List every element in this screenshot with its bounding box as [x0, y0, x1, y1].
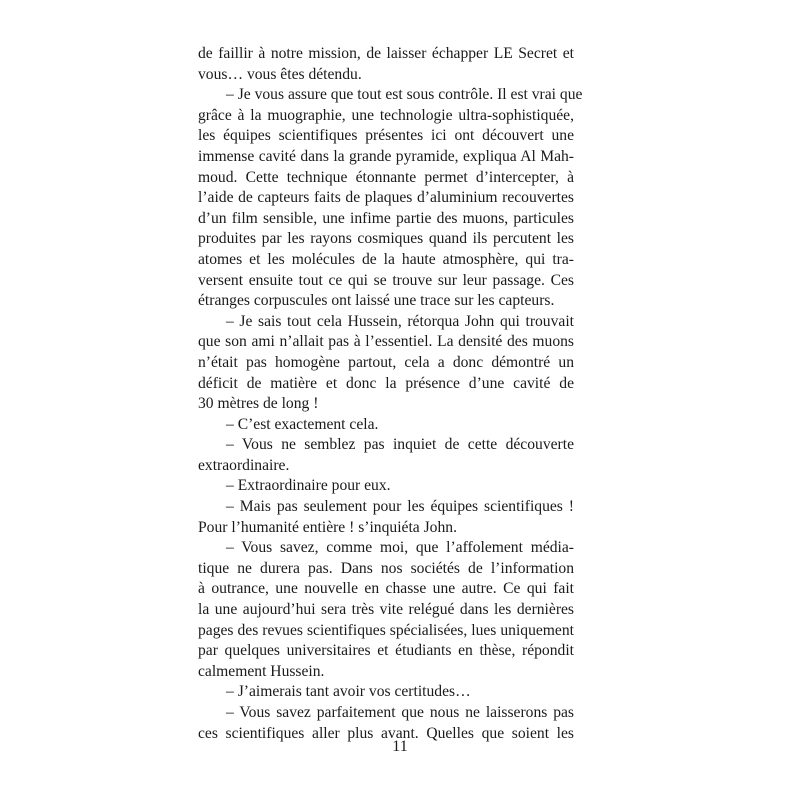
- text-line: versent ensuite tout ce qui se trouve sur leur passage. Ces: [198, 271, 574, 289]
- text-line: extraordinaire.: [198, 456, 290, 474]
- page-number: 11: [392, 738, 408, 755]
- text-line: calmement Hussein.: [198, 662, 325, 680]
- text-line: – Vous savez parfaitement que nous ne laisserons pas: [226, 704, 574, 721]
- text-line: – J’aimerais tant avoir vos certitudes…: [226, 683, 471, 701]
- text-line: – Vous ne semblez pas inquiet de cette découverte: [226, 436, 574, 454]
- text-line: de faillir à notre mission, de laisser échapper LE Secret et: [198, 45, 574, 62]
- text-line: – C’est exactement cela.: [226, 415, 379, 433]
- text-line: 30 mètres de long !: [198, 395, 319, 413]
- text-line: – Je vous assure que tout est sous contrôle. Il est vrai que: [226, 86, 583, 104]
- text-line: d’un film sensible, une infime partie des muons, particules: [198, 209, 574, 227]
- text-line: – Mais pas seulement pour les équipes scientifiques !: [226, 498, 574, 516]
- text-line: vous… vous êtes détendu.: [198, 65, 362, 83]
- text-line: étranges corpuscules ont laissé une trace sur les capteurs.: [198, 292, 555, 310]
- text-line: moud. Cette technique étonnante permet d’intercepter, à: [198, 168, 574, 186]
- text-line: n’était pas homogène partout, cela a donc démontré un: [198, 353, 574, 371]
- text-line: produites par les rayons cosmiques quand ils percutent les: [198, 230, 574, 248]
- text-line: par quelques universitaires et étudiants en thèse, répondit: [198, 642, 574, 660]
- text-line: pages des revues scientifiques spécialisées, lues uniquement: [198, 621, 574, 639]
- text-line: – Je sais tout cela Hussein, rétorqua John qui trouvait: [226, 312, 574, 330]
- text-line: les équipes scientifiques présentes ici ont découvert une: [198, 127, 574, 145]
- text-line: ces scientifiques aller plus avant. Quelles que soient les: [198, 724, 574, 742]
- text-line: tique ne durera pas. Dans nos sociétés de l’information: [198, 559, 574, 577]
- text-line: déficit de matière et donc la présence d’une cavité de: [198, 374, 574, 392]
- text-line: que son ami n’allait pas à l’essentiel. La densité des muons: [198, 333, 574, 351]
- text-line: immense cavité dans la grande pyramide, expliqua Al Mah-: [198, 147, 574, 165]
- text-line: – Vous savez, comme moi, que l’affolement média-: [226, 539, 574, 557]
- text-line: – Extraordinaire pour eux.: [226, 477, 391, 495]
- text-line: la une aujourd’hui sera très vite relégué dans les dernières: [198, 601, 574, 619]
- text-line: grâce à la muographie, une technologie ultra-sophistiquée,: [198, 106, 574, 124]
- body-text: [198, 44, 583, 744]
- text-line: atomes et les molécules de la haute atmosphère, qui tra-: [198, 250, 574, 268]
- text-line: Pour l’humanité entière ! s’inquiéta John.: [198, 518, 457, 536]
- text-line: à outrance, une nouvelle en chasse une autre. Ce qui fait: [198, 580, 574, 598]
- text-line: l’aide de capteurs faits de plaques d’aluminium recouvertes: [198, 189, 574, 207]
